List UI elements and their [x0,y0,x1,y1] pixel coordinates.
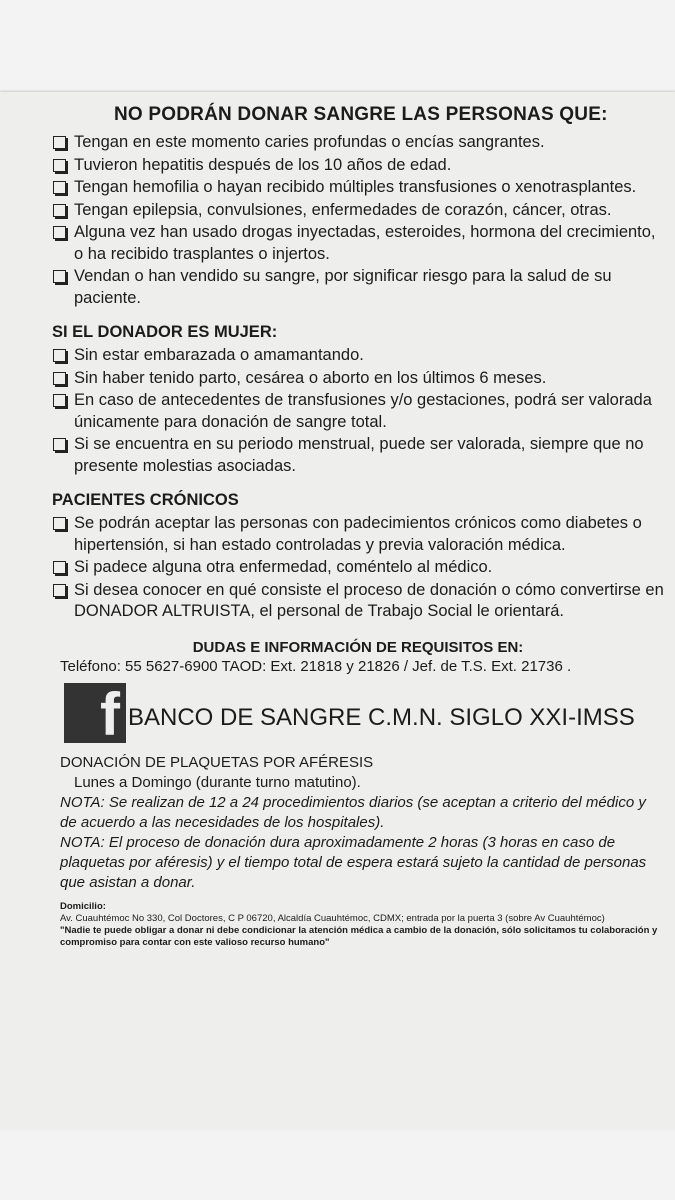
list-item [52,390,664,433]
closing-quote: "Nadie te puede obligar a donar ni debe condicionar la atención médica a cambio de la donación, sólo solicitamos tu colaboración y compromiso para contar con este valioso recurso humano" [60,924,658,948]
checkbox-icon [53,584,66,597]
item-text: Sin haber tenido parto, cesárea o aborto en los últimos 6 meses. [74,368,547,387]
list-item [52,177,664,199]
list-item [52,557,664,579]
domicilio-label: Domicilio: [60,900,106,912]
checkbox-icon [53,136,66,149]
page-title: NO PODRÁN DONAR SANGRE LAS PERSONAS QUE: [114,104,608,125]
checkbox-icon [53,372,66,385]
no-donar-list [52,132,664,309]
list-item [52,368,664,390]
checkbox-icon [53,438,66,451]
item-text: Tengan epilepsia, convulsiones, enfermedades de corazón, cáncer, otras. [74,200,612,219]
item-text: Tengan en este momento caries profundas o encías sangrantes. [74,133,545,151]
nota-2: NOTA: El proceso de donación dura aproximadamente 2 horas (3 horas en caso de plaquetas por aféresis) y el tiempo total de espera estará sujeto la cantidad de personas que asistan a donar. [60,833,647,891]
info-heading: DUDAS E INFORMACIÓN DE REQUISITOS EN: [192,638,524,656]
horario: Lunes a Domingo (durante turno matutino). [74,773,361,791]
nota-1: NOTA: Se realizan de 12 a 24 procedimientos diarios (se aceptan a criterio del médico y de acuerdo a las necesidades de los hospitales). [60,793,646,831]
domicilio-address: Av. Cuauhtémoc No 330, Col Doctores, C P 06720, Alcaldía Cuauhtémoc, CDMX; entrada por la puerta 3 (sobre Av Cuauhtémoc) [60,912,605,924]
item-text: Si desea conocer en qué consiste el proceso de donación o cómo convertirse en DONADOR ALTRUISTA, el personal de Trabajo Social le orientará. [74,580,664,620]
item-text: Tuvieron hepatitis después de los 10 años de edad. [74,155,452,174]
checkbox-icon [53,204,66,217]
cronicos-list [52,513,664,623]
list-item [52,266,664,309]
list-item [52,222,664,265]
section-heading-cronicos: PACIENTES CRÓNICOS [52,491,239,509]
checkbox-icon [53,394,66,407]
list-item [52,200,664,222]
phone-info: Teléfono: 55 5627-6900 TAOD: Ext. 21818 y 21826 / Jef. de T.S. Ext. 21736 . [60,657,572,675]
facebook-block [64,680,664,748]
facebook-icon: f [64,683,126,743]
facebook-page-name: BANCO DE SANGRE C.M.N. SIGLO XXI-IMSS [128,703,635,731]
item-text: Alguna vez han usado drogas inyectadas, esteroides, hormona del crecimiento, o ha recibido trasplantes o injertos. [74,223,656,263]
section-heading-mujer: SI EL DONADOR ES MUJER: [52,323,278,341]
checkbox-icon [53,517,66,530]
item-text: Si padece alguna otra enfermedad, coméntelo al médico. [74,558,493,576]
list-item [52,580,664,623]
checkbox-icon [53,226,66,239]
checkbox-icon [53,270,66,283]
list-item [52,434,664,477]
item-text: Sin estar embarazada o amamantando. [74,346,364,364]
mujer-list [52,345,664,477]
list-item [52,345,664,367]
document-content [52,104,664,949]
item-text: Vendan o han vendido su sangre, por significar riesgo para la salud de su paciente. [74,267,612,307]
checkbox-icon [53,159,66,172]
list-item [52,155,664,177]
item-text: Tengan hemofilia o hayan recibido múltiples transfusiones o xenotrasplantes. [74,178,637,196]
item-text: En caso de antecedentes de transfusiones y/o gestaciones, podrá ser valorada únicamente para donación de sangre total. [74,391,652,431]
item-text: Se podrán aceptar las personas con padecimientos crónicos como diabetes o hipertensión, si han estado controladas y previa valoración médica. [74,514,642,554]
checkbox-icon [53,561,66,574]
list-item [52,513,664,556]
checkbox-icon [53,181,66,194]
checkbox-icon [53,349,66,362]
plaquetas-title: DONACIÓN DE PLAQUETAS POR AFÉRESIS [60,753,374,771]
item-text: Si se encuentra en su periodo menstrual, puede ser valorada, siempre que no presente molestias asociadas. [74,435,644,475]
list-item [52,132,664,154]
